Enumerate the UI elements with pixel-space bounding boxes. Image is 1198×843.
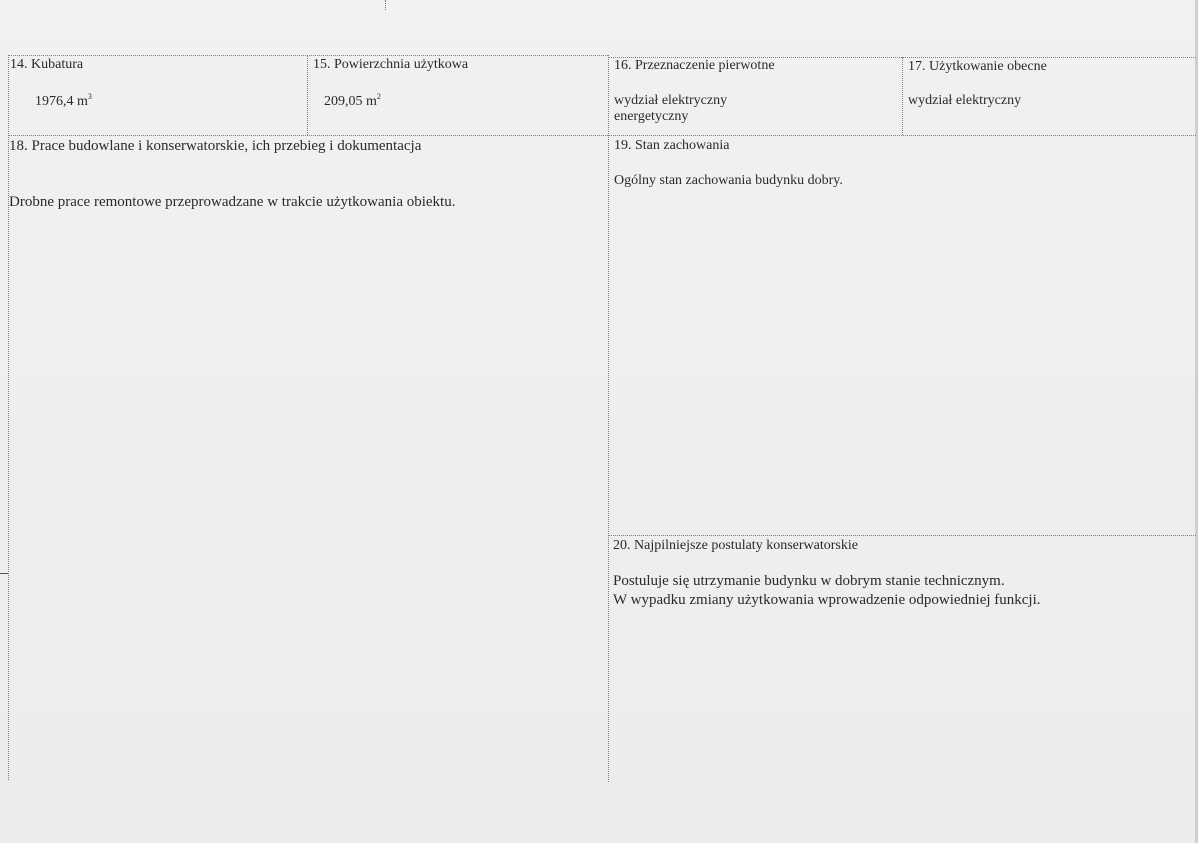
field-15-unit-exponent: 2 <box>376 92 381 101</box>
left-border <box>8 55 9 780</box>
row1-top-border-left <box>8 55 608 56</box>
left-margin-mark <box>0 573 8 574</box>
field-19-value: Ogólny stan zachowania budynku dobry. <box>614 173 843 188</box>
field-20-value-line1: Postuluje się utrzymanie budynku w dobrym stanie technicznym. <box>613 573 1005 589</box>
field-18-label: 18. Prace budowlane i konserwatorskie, ich przebieg i dokumentacja <box>9 138 422 154</box>
field-20-value-line2: W wypadku zmiany użytkowania wprowadzenie odpowiedniej funkcji. <box>613 592 1041 608</box>
field-16-value-line2: energetyczny <box>614 109 689 124</box>
field-15-value <box>324 93 381 110</box>
box-19-20-divider <box>608 535 1196 536</box>
col-divider-16-17 <box>902 57 903 135</box>
col-divider-14-15 <box>307 55 308 135</box>
field-18-value: Drobne prace remontowe przeprowadzane w trakcie użytkowania obiektu. <box>9 194 456 210</box>
field-17-value: wydział elektryczny <box>908 93 1022 108</box>
field-15-label: 15. Powierzchnia użytkowa <box>313 57 469 72</box>
top-margin-mark <box>385 0 386 10</box>
field-16-value-line1: wydział elektryczny <box>614 93 728 108</box>
field-14-value-text: 1976,4 m <box>35 94 88 109</box>
field-20-label: 20. Najpilniejsze postulaty konserwatorskie <box>613 538 858 553</box>
row1-bottom-border <box>8 135 1196 136</box>
field-14-unit-exponent: 3 <box>87 92 92 101</box>
field-17-label: 17. Użytkowanie obecne <box>908 59 1047 74</box>
field-15-value-text: 209,05 m <box>324 94 377 109</box>
field-14-value <box>35 93 92 110</box>
field-14-label: 14. Kubatura <box>10 57 84 72</box>
center-divider <box>608 55 609 782</box>
field-16-label: 16. Przeznaczenie pierwotne <box>614 58 775 73</box>
field-19-label: 19. Stan zachowania <box>614 138 730 153</box>
